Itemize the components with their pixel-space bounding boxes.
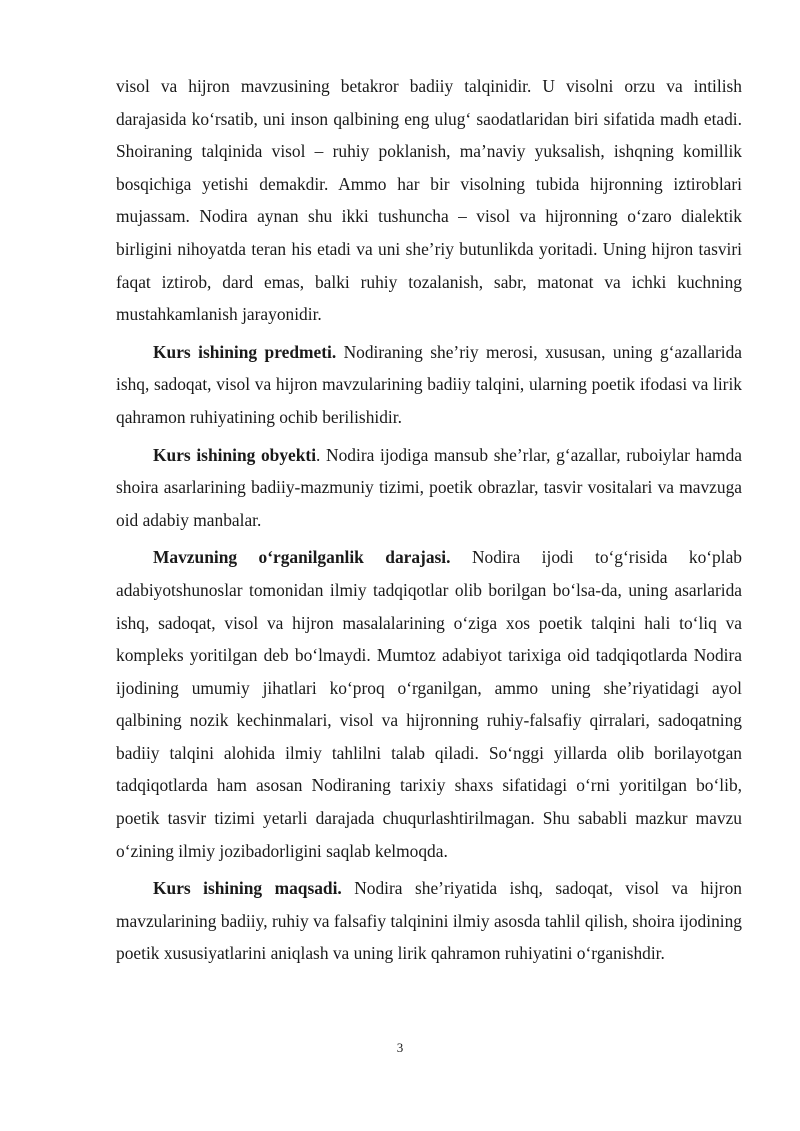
paragraph-goal — [116, 872, 742, 970]
paragraph-heading: Kurs ishining predmeti. — [153, 341, 337, 362]
paragraph-study-level — [116, 541, 742, 867]
page-number: 3 — [396, 1040, 404, 1055]
paragraph-subject — [116, 336, 742, 434]
paragraph-heading: Mavzuning o‘rganilganlik darajasi. — [153, 547, 451, 568]
paragraph-text: visol va hijron mavzusining betakror badiiy talqinidir. U visolni orzu va intilish darajasida ko‘rsatib, uni inson qalbining eng ulug‘ saodatlaridan biri sifatida madh etadi. Shoiraning talqinida visol – ruhiy poklanish, ma’naviy yuksalish, ishqning komillik bosqichiga yetishi demakdir. Ammo har bir visolning tubida hijronning iztiroblari mujassam. Nodira aynan shu ikki tushuncha – visol va hijronning o‘zaro dialektik birligini nihoyatda teran his etadi va uni she’riy butunlikda yoritadi. Uning hijron tasviri faqat iztirob, dard emas, balki ruhiy tozalanish, sabr, matonat va ichki kuchning mustahkamlanish jarayonidir. — [116, 76, 742, 325]
paragraph-text: Nodira she’riyatida ishq, sadoqat, visol va hijron mavzularining badiiy, ruhiy va falsafiy talqinini ilmiy asosda tahlil qilish, shoira ijodining poetik xususiyatlarini aniqlash va uning lirik qahramon ruhiyatini o‘rganishdir. — [116, 878, 742, 964]
paragraph-text: . Nodira ijodiga mansub she’rlar, g‘azallar, ruboiylar hamda shoira asarlarining badiiy-mazmuniy tizimi, poetik obrazlar, tasvir vositalari va mavzuga oid adabiy manbalar. — [116, 444, 742, 530]
paragraph-heading: Kurs ishining obyekti — [153, 444, 317, 465]
paragraph-heading: Kurs ishining maqsadi. — [153, 878, 342, 899]
paragraph-object — [116, 439, 742, 537]
document-page — [116, 70, 742, 970]
paragraph-continuation — [116, 70, 742, 331]
paragraph-text: Nodira ijodi to‘g‘risida ko‘plab adabiyotshunoslar tomonidan ilmiy tadqiqotlar olib borilgan bo‘lsa-da, uning asarlarida ishq, sadoqat, visol va hijron masalalarining o‘ziga xos poetik talqini hali to‘liq va kompleks yoritilgan deb bo‘lmaydi. Mumtoz adabiyot tarixiga oid tadqiqotlarda Nodira ijodining umumiy jihatlari ko‘proq o‘rganilgan, ammo uning she’riyatidagi ayol qalbining nozik kechinmalari, visol va hijronning ruhiy-falsafiy qirralari, sadoqatning badiiy talqini alohida ilmiy tahlilni talab qiladi. So‘nggi yillarda olib borilayotgan tadqiqotlarda ham asosan Nodiraning tarixiy shaxs sifatidagi o‘rni yoritilgan bo‘lib, poetik tasvir tizimi yetarli darajada chuqurlashtirilmagan. Shu sababli mazkur mavzu o‘zining ilmiy jozibadorligini saqlab kelmoqda. — [116, 547, 742, 861]
paragraph-text: Nodiraning she’riy merosi, xususan, uning g‘azallarida ishq, sadoqat, visol va hijron mavzularining badiiy talqini, ularning poetik ifodasi va lirik qahramon ruhiyatining ochib berilishidir. — [116, 341, 742, 427]
